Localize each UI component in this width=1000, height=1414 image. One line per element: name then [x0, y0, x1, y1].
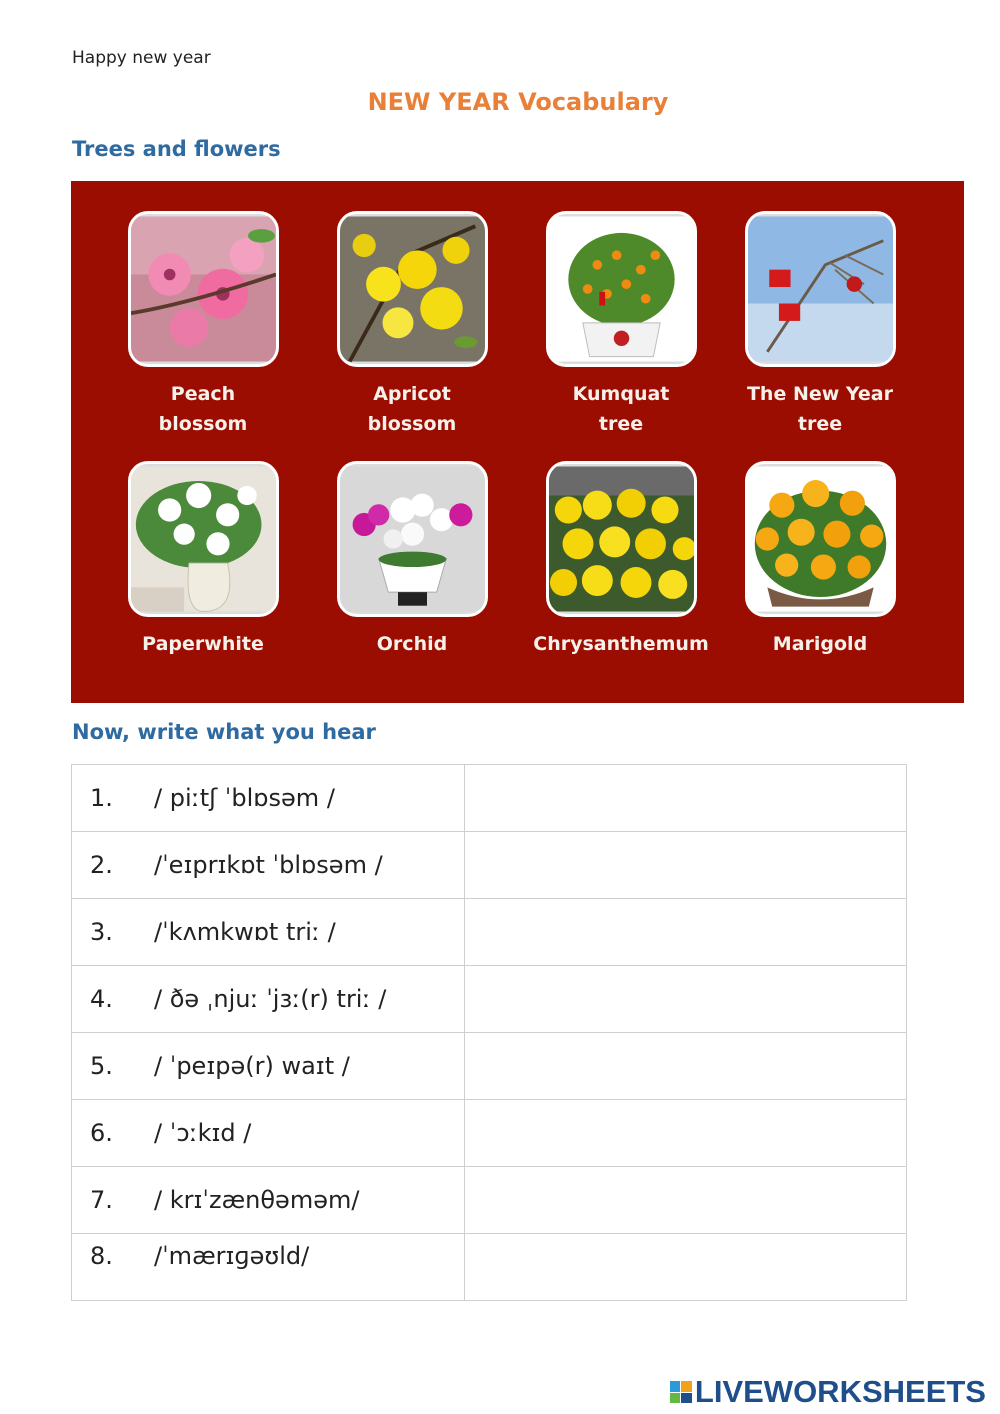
vocab-card-chrysanthemum [521, 461, 721, 659]
item-number: 2. [90, 851, 113, 879]
vocab-card-peach [103, 211, 303, 439]
phonetic-text: /ˈmærɪɡəʊld/ [154, 1242, 310, 1270]
answer-field[interactable] [465, 832, 907, 899]
paperwhite-image [128, 461, 279, 617]
table-row [72, 1167, 907, 1234]
vocabulary-panel [71, 181, 964, 703]
orchid-image [337, 461, 488, 617]
item-number: 8. [90, 1242, 113, 1270]
phonetic-cell [72, 1167, 465, 1234]
page-title: NEW YEAR Vocabulary [367, 88, 669, 116]
header-text: Happy new year [72, 48, 211, 68]
vocab-label: Paperwhite [142, 633, 264, 655]
vocab-label: The New Year tree [746, 383, 894, 435]
phonetic-text: / ˈɔːkɪd / [154, 1119, 252, 1147]
item-number: 5. [90, 1052, 113, 1080]
item-number: 3. [90, 918, 113, 946]
answer-field[interactable] [465, 1100, 907, 1167]
table-row [72, 1033, 907, 1100]
logo-grid-icon [670, 1381, 692, 1403]
liveworksheets-logo [670, 1374, 986, 1410]
peach-blossom-image [128, 211, 279, 367]
vocab-card-marigold [720, 461, 920, 659]
phonetic-text: / krɪˈzænθəməm/ [154, 1186, 360, 1214]
phonetic-cell [72, 1234, 465, 1301]
table-row [72, 832, 907, 899]
phonetic-text: /ˈkʌmkwɒt triː / [154, 918, 336, 946]
phonetic-text: / ðə ˌnjuː ˈjɜː(r) triː / [154, 985, 387, 1013]
item-number: 7. [90, 1186, 113, 1214]
item-number: 4. [90, 985, 113, 1013]
answer-field[interactable] [465, 1033, 907, 1100]
vocab-card-apricot [312, 211, 512, 439]
answer-field[interactable] [465, 899, 907, 966]
marigold-image [745, 461, 896, 617]
phonetic-cell [72, 765, 465, 832]
vocab-label: Orchid [376, 633, 448, 655]
new-year-tree-image [745, 211, 896, 367]
table-row [72, 1234, 907, 1301]
vocab-card-kumquat [521, 211, 721, 439]
vocab-label: Kumquat tree [572, 383, 670, 435]
kumquat-tree-image [546, 211, 697, 367]
phonetic-text: / ˈpeɪpə(r) waɪt / [154, 1052, 350, 1080]
phonetic-cell [72, 832, 465, 899]
table-row [72, 899, 907, 966]
phonetic-text: /ˈeɪprɪkɒt ˈblɒsəm / [154, 851, 383, 879]
vocab-card-paperwhite [103, 461, 303, 659]
vocab-label: Chrysanthemum [533, 633, 709, 655]
section-title-trees: Trees and flowers [72, 137, 281, 161]
item-number: 1. [90, 784, 113, 812]
vocab-label: Apricot blossom [367, 383, 457, 435]
section-title-write: Now, write what you hear [72, 720, 376, 744]
phonetic-cell [72, 966, 465, 1033]
phonetic-text: / piːtʃ ˈblɒsəm / [154, 784, 335, 812]
answer-field[interactable] [465, 765, 907, 832]
table-row [72, 966, 907, 1033]
vocab-label: Marigold [772, 633, 868, 655]
table-row [72, 1100, 907, 1167]
vocab-card-new-year-tree [720, 211, 920, 439]
apricot-blossom-image [337, 211, 488, 367]
logo-text: LIVEWORKSHEETS [694, 1374, 986, 1409]
vocab-label: Peach blossom [158, 383, 248, 435]
phonetic-cell [72, 1033, 465, 1100]
answer-field[interactable] [465, 1234, 907, 1301]
table-row [72, 765, 907, 832]
dictation-table [71, 764, 907, 1301]
answer-field[interactable] [465, 1167, 907, 1234]
chrysanthemum-image [546, 461, 697, 617]
phonetic-cell [72, 899, 465, 966]
phonetic-cell [72, 1100, 465, 1167]
answer-field[interactable] [465, 966, 907, 1033]
item-number: 6. [90, 1119, 113, 1147]
vocab-card-orchid [312, 461, 512, 659]
